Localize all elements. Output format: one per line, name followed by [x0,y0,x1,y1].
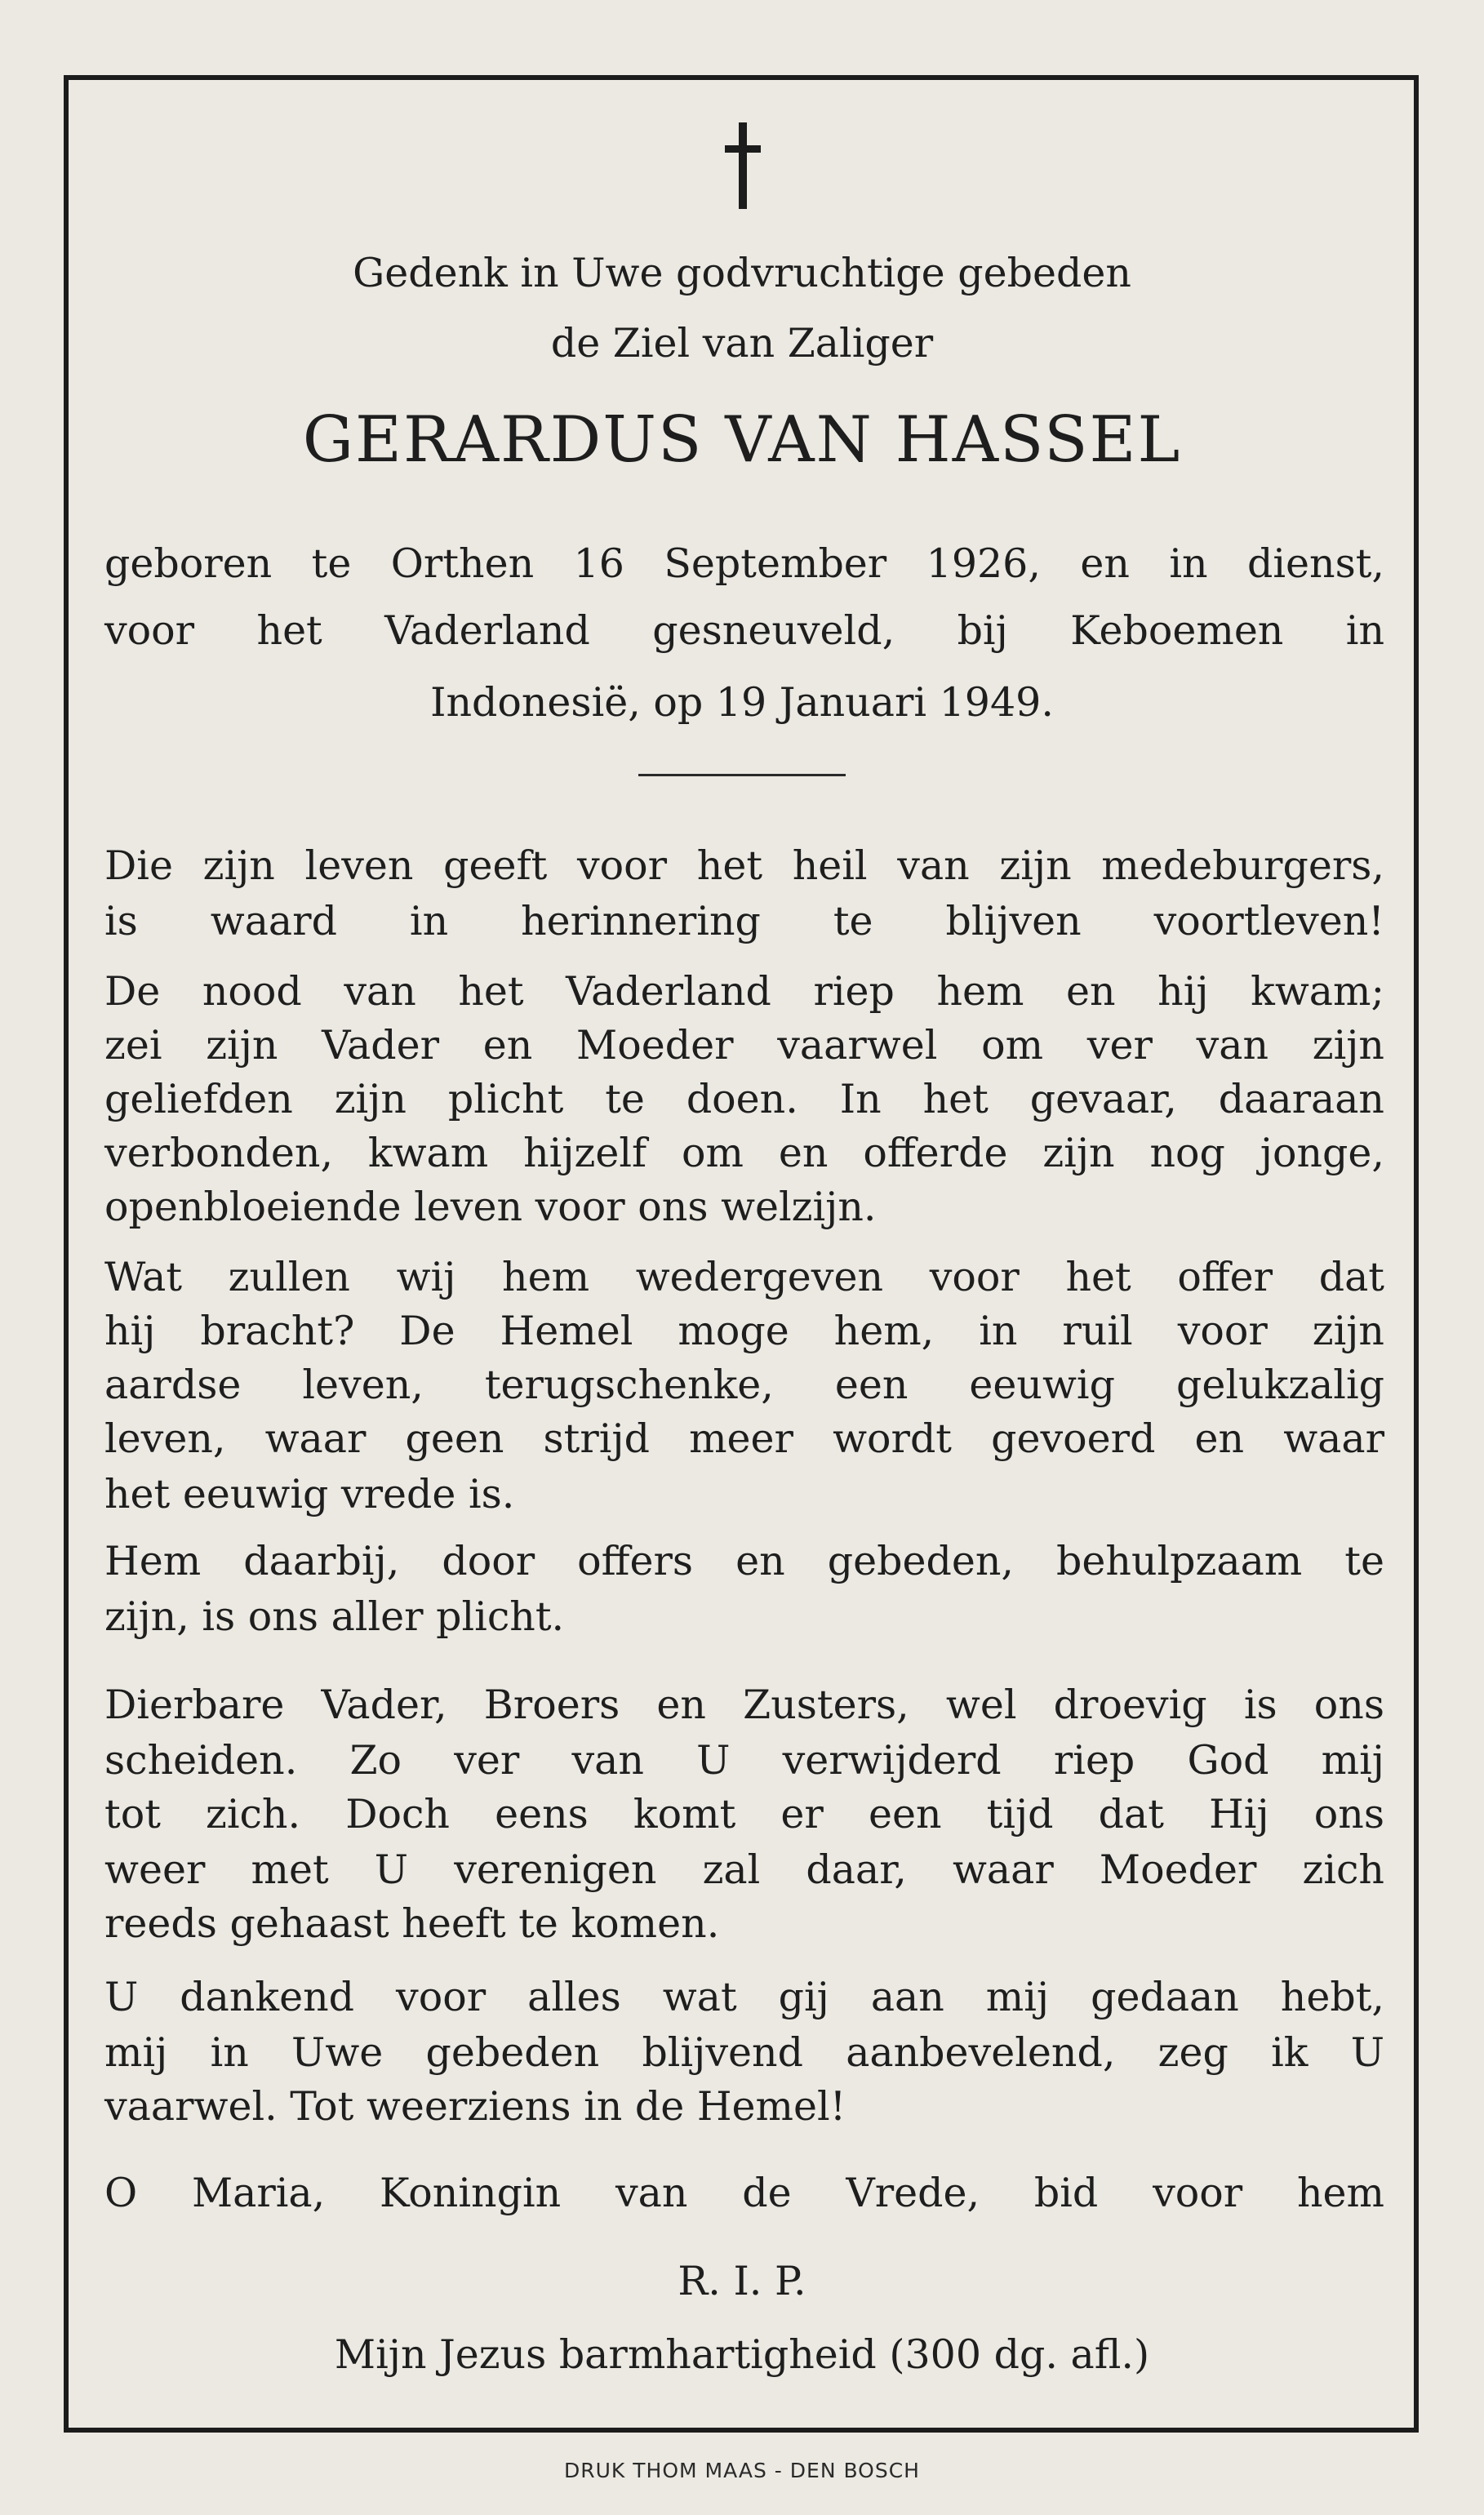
prayer-line: O Maria, Koningin van de Vrede, bid voor hem [104,2170,1384,2216]
body-line: U dankend voor alles wat gij aan mij gedaan hebt, [104,1974,1384,2020]
body-line: zijn, is ons aller plicht. [104,1593,565,1640]
printer-imprint: DRUK THOM MAAS - DEN BOSCH [564,2459,920,2482]
body-line: tot zich. Doch eens komt er een tijd dat Hij ons [104,1791,1384,1837]
body-line: De nood van het Vaderland riep hem en hij kwam; [104,968,1384,1015]
birth-line: geboren te Orthen 16 September 1926, en in dienst, [104,540,1384,587]
body-line: leven, waar geen strijd meer wordt gevoerd en waar [104,1415,1384,1462]
intro-line-2: de Ziel van Zaliger [550,320,934,367]
body-line: het eeuwig vrede is. [104,1471,515,1517]
divider [638,774,846,776]
body-line: geliefden zijn plicht te doen. In het gevaar, daaraan [104,1076,1384,1122]
indulgence-text: Mijn Jezus barmhartigheid (300 dg. afl.) [334,2331,1150,2378]
body-line: openbloeiende leven voor ons welzijn. [104,1184,877,1230]
body-line: scheiden. Zo ver van U verwijderd riep God mij [104,1737,1384,1784]
body-line: Wat zullen wij hem wedergeven voor het offer dat [104,1254,1384,1300]
body-line: weer met U verenigen zal daar, waar Moeder zich [104,1846,1384,1893]
intro-line-1: Gedenk in Uwe godvruchtige gebeden [353,250,1131,296]
body-line: Hem daarbij, door offers en gebeden, behulpzaam te [104,1538,1384,1584]
body-line: hij bracht? De Hemel moge hem, in ruil voor zijn [104,1308,1384,1354]
body-line: mij in Uwe gebeden blijvend aanbevelend, zeg ik U [104,2029,1384,2076]
birth-line: Indonesië, op 19 Januari 1949. [430,679,1054,726]
body-line: aardse leven, terugschenke, een eeuwig gelukzalig [104,1362,1384,1408]
body-line: zei zijn Vader en Moeder vaarwel om ver van zijn [104,1022,1384,1069]
deceased-name: GERARDUS VAN HASSEL [302,403,1182,477]
body-line: vaarwel. Tot weerziens in de Hemel! [104,2083,846,2130]
cross-icon [725,122,761,209]
body-line: is waard in herinnering te blijven voortleven! [104,898,1384,944]
birth-line: voor het Vaderland gesneuveld, bij Keboemen in [104,607,1384,654]
body-line: Die zijn leven geeft voor het heil van zijn medeburgers, [104,842,1384,889]
body-line: Dierbare Vader, Broers en Zusters, wel droevig is ons [104,1682,1384,1728]
body-line: reeds gehaast heeft te komen. [104,1900,720,1947]
body-line: verbonden, kwam hijzelf om en offerde zijn nog jonge, [104,1130,1384,1176]
rip-text: R. I. P. [678,2258,806,2304]
